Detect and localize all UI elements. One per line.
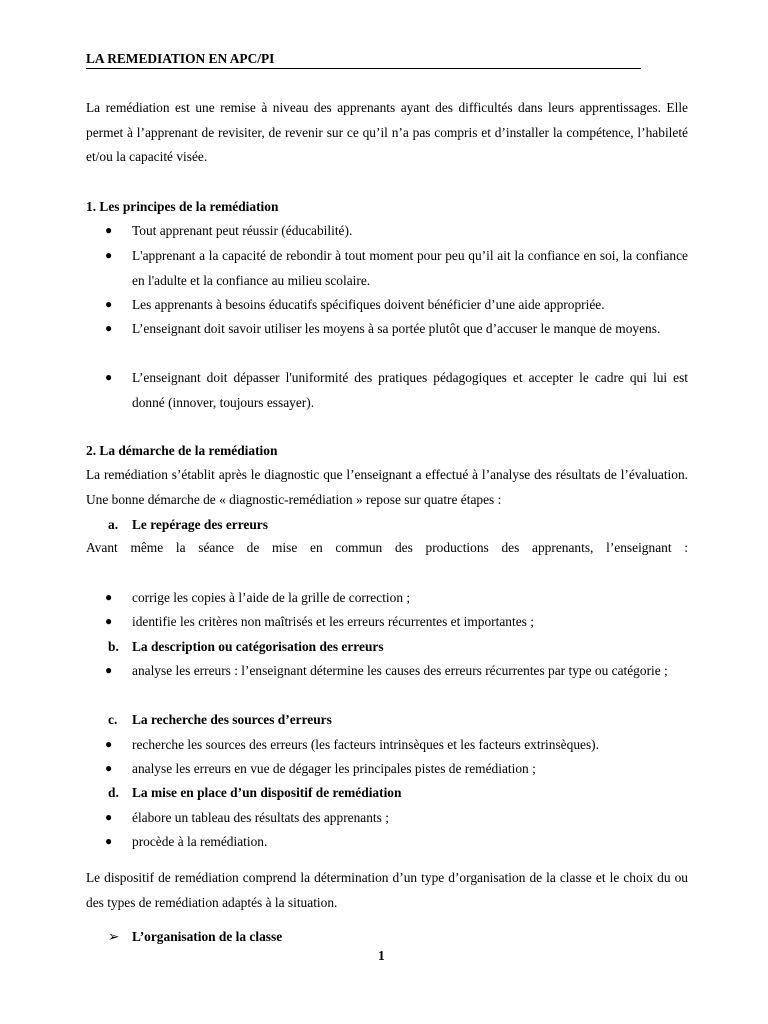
document-title: LA REMEDIATION EN APC/PI [86, 50, 641, 69]
bullet-icon: ● [105, 810, 113, 824]
bullet-icon: ● [105, 590, 113, 604]
bullet-icon: ● [105, 223, 113, 237]
bullet-icon: ● [105, 834, 113, 848]
arrow-bullet-icon: ➢ [108, 929, 120, 944]
page-number: 1 [378, 948, 385, 963]
bullet-icon: ● [105, 737, 113, 751]
bullet-icon: ● [105, 321, 113, 335]
organisation-heading: ➢ L’organisation de la classe [108, 926, 282, 948]
bullet-icon: ● [105, 297, 113, 311]
section-1-heading: 1. Les principes de la remédiation [86, 199, 279, 214]
step-b-heading: b. La description ou catégorisation des erreurs [108, 639, 384, 654]
section-2-intro: La remédiation s’établit après le diagnostic que l’enseignant a effectué à l’analyse des résultats de l’évaluation. Une bonne démarche de « diagnostic-remédiation » repose sur quatre étapes : [86, 467, 688, 507]
document-page: LA REMEDIATION EN APC/PI La remédiation est une remise à niveau des apprenants ayant des difficultés dans leurs apprentissages. Elle permet à l’apprenant de revisiter, de revenir sur ce qu’il n’a pas compris et d’installer la compétence, l’habileté et/ou la capacité visée. 1. Les principes de la remédiation ● Tout apprenant peut réussir (éducabilité). ● L'apprenant a la capacité de rebondir à tout moment pour peu qu’il ait la confiance en soi, la confiance en l'adulte et la confiance au milieu scolaire. ● Les apprenants à besoins éducatifs spécifiques doivent bénéficier d’une aide appropriée. ● L’enseignant doit savoir utiliser les moyens à sa portée plutôt que d’accuser le manque de moyens. ● L’enseignant doit dépasser l'uniformité des pratiques pédagogiques et accepter le cadre qui lui est donné (innover, toujours essayer). 2. La démarche de la remédiation La remédiation s’établit après le diagnostic que l’enseignant a effectué à l’analyse des résultats de l’évaluation. Une bonne démarche de « diagnostic-remédiation » repose sur quatre étapes : a. Le repérage des erreurs Avant même la séance de mise en commun des productions des apprenants, l’enseignant : ● corrige les copies à l’aide de la grille de correction ; ● identifie les critères non maîtrisés et les erreurs récurrentes et importantes ; b. La description ou catégorisation des erreurs ● analyse les erreurs : l’enseignant détermine les causes des erreurs récurrentes par type ou catégorie ; c. La recherche des sources d’erreurs ● recherche les sources des erreurs (les facteurs intrinsèques et les facteurs extrinsèques). ● analyse les erreurs en vue de dégager les principales pistes de remédiation ; d. La mise en place d’un dispositif de remédiation ● élabore un tableau des résultats des apprenants ; ● procède à la remédiation. Le dispositif de remédiation comprend la détermination d’un type d’organisation de la classe et le choix du ou des types de remédiation adaptés à la situation. ➢ L’organisation de la classe 1 [86, 51, 688, 963]
bullet-icon: ● [105, 663, 113, 677]
bullet-icon: ● [105, 248, 113, 262]
bullet-icon: ● [105, 370, 113, 384]
intro-paragraph: La remédiation est une remise à niveau des apprenants ayant des difficultés dans leurs apprentissages. Elle permet à l’apprenant de revisiter, de revenir sur ce qu’il n’a pas compris et d’installer la compétence, l’habileté et/ou la capacité visée. [86, 100, 688, 164]
section-2-heading: 2. La démarche de la remédiation [86, 443, 278, 458]
step-d-heading: d. La mise en place d’un dispositif de remédiation [108, 785, 402, 800]
closing-paragraph: Le dispositif de remédiation comprend la détermination d’un type d’organisation de la classe et le choix du ou des types de remédiation adaptés à la situation. [86, 870, 688, 910]
bullet-icon: ● [105, 761, 113, 775]
step-a-heading: a. Le repérage des erreurs [108, 517, 268, 532]
step-c-heading: c. La recherche des sources d’erreurs [108, 712, 332, 727]
step-a-intro: Avant même la séance de mise en commun des productions des apprenants, l’enseignant : [86, 540, 688, 555]
bullet-icon: ● [105, 614, 113, 628]
